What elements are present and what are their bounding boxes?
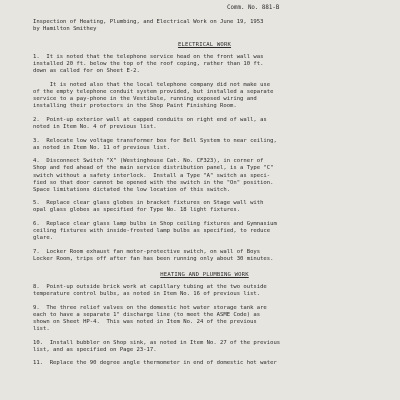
text-line: Shop and fed ahead of the main service distribution panel, is a Type "C" <box>33 165 274 172</box>
document-header <box>33 19 376 33</box>
text-line: Space limitations dictated the low location of this switch. <box>33 186 231 193</box>
text-line: 7. Locker Room exhaust fan motor-protective switch, on wall of Boys <box>33 248 261 255</box>
text-line: 4. Disconnect Switch "X" (Westinghouse Cat. No. CF323), in corner of <box>33 158 264 165</box>
paragraph <box>33 54 376 75</box>
text-line: noted in Item No. 4 of previous list. <box>33 124 157 131</box>
text-line: ceiling fixtures with inside-frosted lamp bulbs as specified, to reduce <box>33 228 271 235</box>
paragraph <box>33 284 376 298</box>
paragraph <box>33 340 376 354</box>
paragraph <box>33 249 376 263</box>
section-heading <box>33 42 376 49</box>
section-heading-text: HEATING AND PLUMBING WORK <box>160 271 249 278</box>
section-heading-text: ELECTRICAL WORK <box>177 42 232 49</box>
paragraph <box>33 82 376 110</box>
text-line: 5. Replace clear glass globes in bracket fixtures on Stage wall with <box>33 200 264 207</box>
document-title: Inspection of Heating, Plumbing, and Electrical Work on June 19, 1953 <box>33 19 264 25</box>
text-line: Locker Room, trips off after fan has been running only about 30 minutes. <box>33 255 274 262</box>
paragraph <box>33 305 376 333</box>
text-line: 9. The three relief valves on the domestic hot water storage tank are <box>33 304 267 311</box>
paragraph <box>33 117 376 131</box>
text-line: temperature control bulbs, as noted in Item No. 16 of previous list. <box>33 291 261 298</box>
paragraph <box>33 360 376 367</box>
paragraph <box>33 158 376 193</box>
document-author: by Hamilton Smithey <box>33 26 97 33</box>
text-line: 11. Replace the 90 degree angle thermometer in end of domestic hot water <box>33 360 277 367</box>
text-line: 10. Install bubbler on Shop sink, as noted in Item No. 27 of the previous <box>33 339 281 346</box>
text-line: shown on Sheet HP-4. This was noted in Item No. 24 of the previous <box>33 318 257 325</box>
text-line: 3. Relocate low voltage transformer box for Bell System to near ceiling, <box>33 137 277 144</box>
paragraph <box>33 200 376 214</box>
text-line: 2. Point-up exterior wall at capped conduits on right end of wall, as <box>33 116 267 123</box>
text-line: as noted in Item No. 11 of previous list. <box>33 144 170 151</box>
text-line: of the empty telephone conduit system provided, but installed a separate <box>33 89 274 96</box>
text-line: glare. <box>33 235 54 242</box>
text-line: fied so that door cannot be opened with the switch in the "On" position. <box>33 179 274 186</box>
text-line: opal glass globes as specified for Type No. 18 light fixtures. <box>33 207 241 214</box>
text-line: switch without a safety interlock. Install a Type "A" switch as speci- <box>33 172 271 179</box>
communication-number: Comm. No. 881-B <box>227 5 280 11</box>
text-line: service to a pay-phone in the Vestibule, running exposed wiring and <box>33 96 257 103</box>
text-line: installed 20 ft. below the top of the roof coping, rather than 10 ft. <box>33 61 264 68</box>
text-line: list. <box>33 326 50 332</box>
document-body <box>33 42 376 367</box>
text-line: installing their protectors in the Shop Paint Finishing Room. <box>33 103 237 110</box>
paragraph <box>33 221 376 242</box>
section-heading <box>33 272 376 279</box>
text-line: It is noted also that the local telephone company did not make use <box>33 82 271 89</box>
text-line: 1. It is noted that the telephone service head on the front wall was <box>33 54 264 61</box>
text-line: 8. Point-up outside brick work at capillary tubing at the two outside <box>33 284 267 291</box>
page-edge <box>0 386 400 400</box>
text-line: each to have a separate 1" discharge line (to meet the ASME Code) as <box>33 311 261 318</box>
text-line: 6. Replace clear glass lamp bulbs in Shop ceiling fixtures and Gymnasium <box>33 220 277 227</box>
text-line: list, and as specified on Page 23-17. <box>33 346 157 353</box>
paragraph <box>33 138 376 152</box>
text-line: down as called for on Sheet E-2. <box>33 68 140 75</box>
